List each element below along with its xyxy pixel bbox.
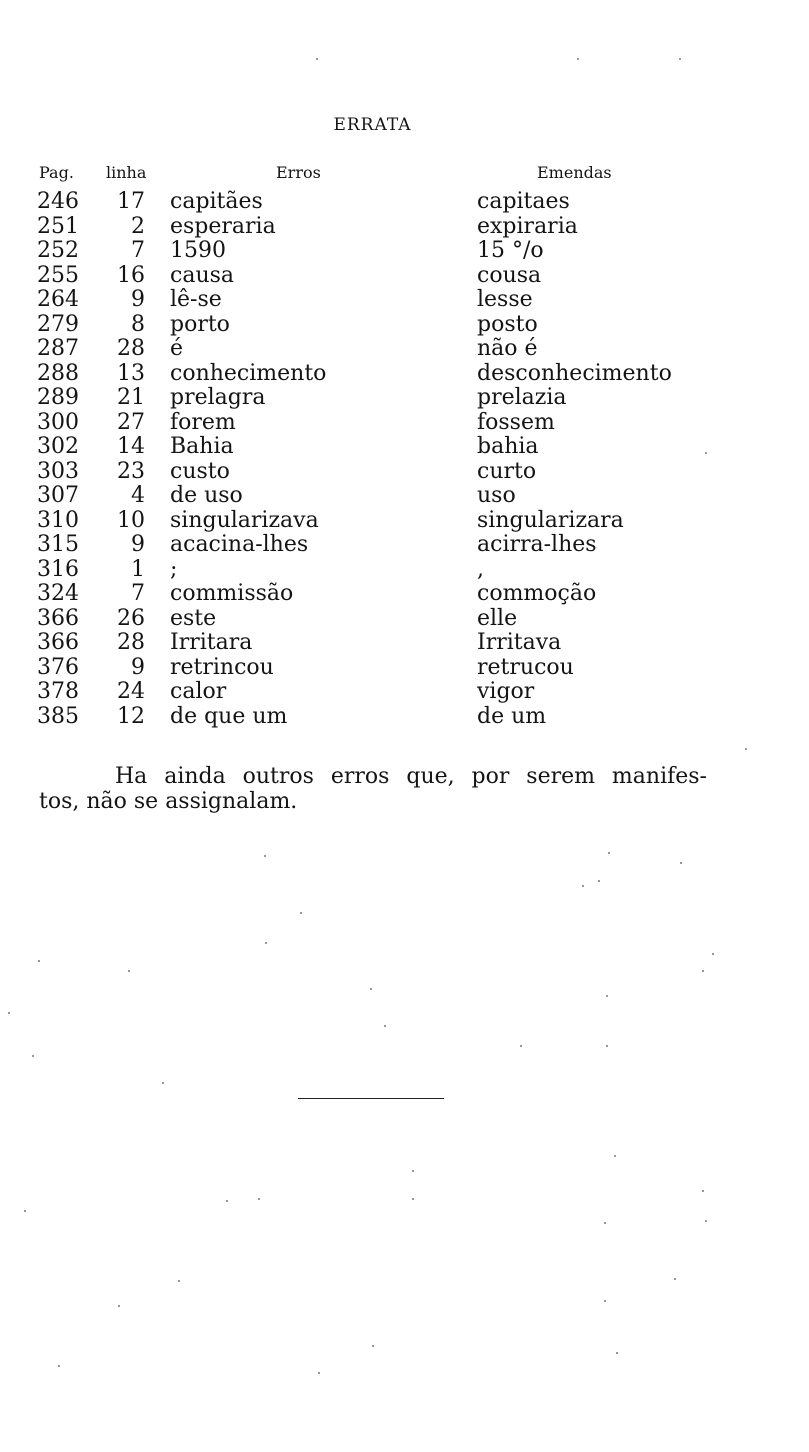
erro-cell: causa xyxy=(170,262,235,288)
emenda-cell: desconhecimento xyxy=(477,360,672,386)
linha-cell: 28 xyxy=(117,336,145,361)
paper-speck xyxy=(372,1345,374,1347)
erro-cell: calor xyxy=(170,679,227,704)
paper-speck xyxy=(608,852,610,854)
table-row xyxy=(37,656,697,681)
paper-speck xyxy=(265,942,267,944)
table-row xyxy=(37,411,697,436)
pag-cell: 279 xyxy=(37,311,79,337)
table-row xyxy=(37,264,697,289)
closing-note-line-1: Ha ainda outros erros que, por serem manifes- xyxy=(115,764,707,789)
emenda-cell: curto xyxy=(477,458,537,484)
paper-speck xyxy=(604,1222,606,1224)
paper-speck xyxy=(128,970,130,972)
table-row xyxy=(37,190,697,215)
emenda-cell: elle xyxy=(477,605,518,631)
linha-cell: 4 xyxy=(131,483,145,508)
linha-cell: 7 xyxy=(131,238,145,263)
table-row xyxy=(37,460,697,485)
emenda-cell: não é xyxy=(477,336,538,361)
paper-speck xyxy=(712,953,714,955)
emenda-cell: bahia xyxy=(477,434,539,459)
erro-cell: capitães xyxy=(170,189,263,214)
pag-cell: 378 xyxy=(37,679,79,704)
closing-note xyxy=(39,764,707,814)
paper-speck xyxy=(24,1210,26,1212)
linha-cell: 24 xyxy=(117,679,145,704)
erro-cell: prelagra xyxy=(170,385,266,410)
pag-cell: 310 xyxy=(37,507,79,533)
pag-cell: 315 xyxy=(37,532,79,557)
erro-cell: ; xyxy=(170,556,178,582)
emenda-cell: fossem xyxy=(477,409,555,435)
erro-cell: forem xyxy=(170,409,236,435)
erro-cell: porto xyxy=(170,311,230,337)
emenda-cell: acirra-lhes xyxy=(477,532,597,557)
linha-cell: 21 xyxy=(117,385,145,410)
table-row xyxy=(37,215,697,240)
linha-cell: 13 xyxy=(117,360,145,386)
pag-cell: 289 xyxy=(37,385,79,410)
table-row xyxy=(37,631,697,656)
paper-speck xyxy=(318,1372,320,1374)
table-row xyxy=(37,582,697,607)
pag-cell: 303 xyxy=(37,458,79,484)
pag-cell: 316 xyxy=(37,556,79,582)
linha-cell: 2 xyxy=(131,213,145,239)
table-row xyxy=(37,705,697,730)
linha-cell: 9 xyxy=(131,532,145,557)
end-rule xyxy=(298,1098,444,1099)
emenda-cell: lesse xyxy=(477,287,533,312)
table-row xyxy=(37,533,697,558)
pag-cell: 376 xyxy=(37,654,79,680)
pag-cell: 246 xyxy=(37,189,79,214)
emenda-cell: de um xyxy=(477,703,547,729)
pag-cell: 366 xyxy=(37,605,79,631)
pag-cell: 307 xyxy=(37,483,79,508)
table-row xyxy=(37,288,697,313)
table-row xyxy=(37,509,697,534)
paper-speck xyxy=(598,880,600,882)
pag-cell: 288 xyxy=(37,360,79,386)
erro-cell: 1590 xyxy=(170,238,226,263)
errata-table xyxy=(37,190,697,729)
table-row xyxy=(37,337,697,362)
linha-cell: 1 xyxy=(131,556,145,582)
erro-cell: esperaria xyxy=(170,213,276,239)
errata-table-body xyxy=(37,190,697,729)
paper-speck xyxy=(604,1300,606,1302)
paper-speck xyxy=(58,1365,60,1367)
emenda-cell: singularizara xyxy=(477,507,624,533)
paper-speck xyxy=(8,1012,10,1014)
erro-cell: de que um xyxy=(170,703,288,729)
emenda-cell: Irritava xyxy=(477,630,562,655)
table-row xyxy=(37,239,697,264)
paper-speck xyxy=(32,1055,34,1057)
paper-speck xyxy=(679,58,681,60)
emenda-cell: posto xyxy=(477,311,538,337)
erro-cell: retrincou xyxy=(170,654,274,680)
linha-cell: 12 xyxy=(117,703,145,729)
erro-cell: conhecimento xyxy=(170,360,327,386)
table-row xyxy=(37,607,697,632)
erro-cell: Bahia xyxy=(170,434,234,459)
page-title: ERRATA xyxy=(333,115,412,135)
emenda-cell: capitaes xyxy=(477,189,570,214)
paper-speck xyxy=(577,58,579,60)
emenda-cell: prelazia xyxy=(477,385,567,410)
pag-cell: 300 xyxy=(37,409,79,435)
closing-note-line-2: tos, não se assignalam. xyxy=(39,789,298,814)
paper-speck xyxy=(300,912,302,914)
paper-speck xyxy=(264,855,266,857)
paper-speck xyxy=(616,1352,618,1354)
linha-cell: 14 xyxy=(117,434,145,459)
paper-speck xyxy=(258,1198,260,1200)
erro-cell: singularizava xyxy=(170,507,319,533)
table-row xyxy=(37,484,697,509)
linha-cell: 27 xyxy=(117,409,145,435)
paper-speck xyxy=(520,1045,522,1047)
table-row xyxy=(37,362,697,387)
table-row xyxy=(37,386,697,411)
linha-cell: 10 xyxy=(117,507,145,533)
pag-cell: 264 xyxy=(37,287,79,312)
pag-cell: 302 xyxy=(37,434,79,459)
table-row xyxy=(37,313,697,338)
paper-speck xyxy=(370,988,372,990)
pag-cell: 251 xyxy=(37,213,79,239)
pag-cell: 287 xyxy=(37,336,79,361)
linha-cell: 28 xyxy=(117,630,145,655)
column-header-erros: Erros xyxy=(276,163,321,182)
linha-cell: 16 xyxy=(117,262,145,288)
column-header-pag: Pag. xyxy=(39,163,74,182)
emenda-cell: expiraria xyxy=(477,213,578,239)
column-header-emendas: Emendas xyxy=(537,163,612,182)
paper-speck xyxy=(582,885,584,887)
erro-cell: de uso xyxy=(170,483,243,508)
linha-cell: 8 xyxy=(131,311,145,337)
linha-cell: 7 xyxy=(131,581,145,606)
paper-speck xyxy=(412,1198,414,1200)
erro-cell: commissão xyxy=(170,581,294,606)
linha-cell: 9 xyxy=(131,287,145,312)
linha-cell: 9 xyxy=(131,654,145,680)
erro-cell: lê-se xyxy=(170,287,222,312)
paper-speck xyxy=(702,970,704,972)
emenda-cell: vigor xyxy=(477,679,535,704)
erro-cell: custo xyxy=(170,458,230,484)
column-header-linha: linha xyxy=(106,163,147,182)
table-row xyxy=(37,680,697,705)
paper-speck xyxy=(118,1305,120,1307)
paper-speck xyxy=(316,58,318,60)
pag-cell: 252 xyxy=(37,238,79,263)
paper-speck xyxy=(745,748,747,750)
emenda-cell: 15 °/o xyxy=(477,238,544,263)
erro-cell: é xyxy=(170,336,184,361)
paper-speck xyxy=(705,1220,707,1222)
erro-cell: este xyxy=(170,605,217,631)
erro-cell: Irritara xyxy=(170,630,253,655)
paper-speck xyxy=(674,1278,676,1280)
emenda-cell: cousa xyxy=(477,262,542,288)
paper-speck xyxy=(702,1190,704,1192)
linha-cell: 17 xyxy=(117,189,145,214)
emenda-cell: , xyxy=(477,556,484,582)
linha-cell: 23 xyxy=(117,458,145,484)
paper-speck xyxy=(412,1170,414,1172)
paper-speck xyxy=(606,1045,608,1047)
linha-cell: 26 xyxy=(117,605,145,631)
pag-cell: 366 xyxy=(37,630,79,655)
paper-speck xyxy=(705,452,707,454)
paper-speck xyxy=(606,995,608,997)
paper-speck xyxy=(178,1280,180,1282)
paper-speck xyxy=(680,862,682,864)
paper-speck xyxy=(162,1082,164,1084)
paper-speck xyxy=(384,1025,386,1027)
pag-cell: 324 xyxy=(37,581,79,606)
paper-speck xyxy=(226,1200,228,1202)
emenda-cell: commoção xyxy=(477,581,597,606)
paper-speck xyxy=(38,960,40,962)
table-row xyxy=(37,558,697,583)
table-row xyxy=(37,435,697,460)
emenda-cell: uso xyxy=(477,483,516,508)
paper-speck xyxy=(614,1155,616,1157)
emenda-cell: retrucou xyxy=(477,654,574,680)
pag-cell: 255 xyxy=(37,262,79,288)
erro-cell: acacina-lhes xyxy=(170,532,309,557)
pag-cell: 385 xyxy=(37,703,79,729)
